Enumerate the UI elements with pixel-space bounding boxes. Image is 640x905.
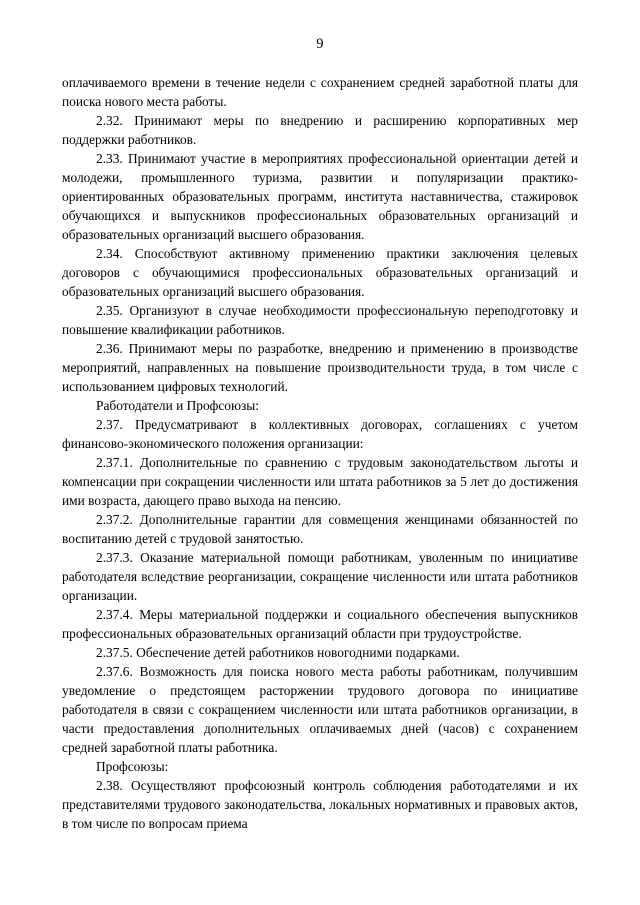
paragraph: 2.37.4. Меры материальной поддержки и социального обеспечения выпускников профессиональных образовательных организаций области при трудоустройстве. <box>62 607 578 642</box>
paragraph: 2.34. Способствуют активному применению практики заключения целевых договоров с обучающимися профессиональных образовательных организаций и образовательных организаций высшего образования. <box>62 246 578 300</box>
paragraph: оплачиваемого времени в течение недели с сохранением средней заработной платы для поиска нового места работы. <box>62 75 578 110</box>
paragraph: Профсоюзы: <box>96 759 169 775</box>
paragraph: 2.36. Принимают меры по разработке, внедрению и применению в производстве мероприятий, направленных на повышение производительности труда, в том числе с использованием цифровых технологий. <box>62 341 578 395</box>
paragraph: 2.37.1. Дополнительные по сравнению с трудовым законодательством льготы и компенсации при сокращении численности или штата работников за 5 лет до достижения ими возраста, дающего право выхода на пенсию. <box>62 455 578 509</box>
paragraph: Работодатели и Профсоюзы: <box>96 398 260 414</box>
paragraph: 2.37.2. Дополнительные гарантии для совмещения женщинами обязанностей по воспитанию детей с трудовой занятостью. <box>62 512 578 547</box>
paragraph: 2.35. Организуют в случае необходимости профессиональную переподготовку и повышение квалификации работников. <box>62 303 578 338</box>
page-number: 9 <box>316 36 324 52</box>
paragraph: 2.37. Предусматривают в коллективных договорах, соглашениях с учетом финансово-экономического положения организации: <box>62 417 578 452</box>
paragraph: 2.37.3. Оказание материальной помощи работникам, уволенным по инициативе работодателя вследствие реорганизации, сокращение численности или штата работников организации. <box>62 550 578 604</box>
paragraph: 2.33. Принимают участие в мероприятиях профессиональной ориентации детей и молодежи, промышленного туризма, развитии и популяризации практико-ориентированных образовательных программ, института наставничества, стажировок обучающихся и выпускников профессиональных образовательных организаций и образовательных организаций высшего образования. <box>62 151 578 243</box>
paragraph: 2.37.5. Обеспечение детей работников новогодними подарками. <box>96 645 460 661</box>
paragraph: 2.32. Принимают меры по внедрению и расширению корпоративных мер поддержки работников. <box>62 113 578 148</box>
paragraph: 2.37.6. Возможность для поиска нового места работы работникам, получившим уведомление о предстоящем расторжении трудового договора по инициативе работодателя в связи с сокращением численности или штата работников организации, в части предоставления дополнительных оплачиваемых дней (часов) с сохранением средней заработной платы работника. <box>62 664 578 756</box>
document-body <box>62 73 578 833</box>
paragraph: 2.38. Осуществляют профсоюзный контроль соблюдения работодателями и их представителями трудового законодательства, локальных нормативных и правовых актов, в том числе по вопросам приема <box>62 778 578 832</box>
